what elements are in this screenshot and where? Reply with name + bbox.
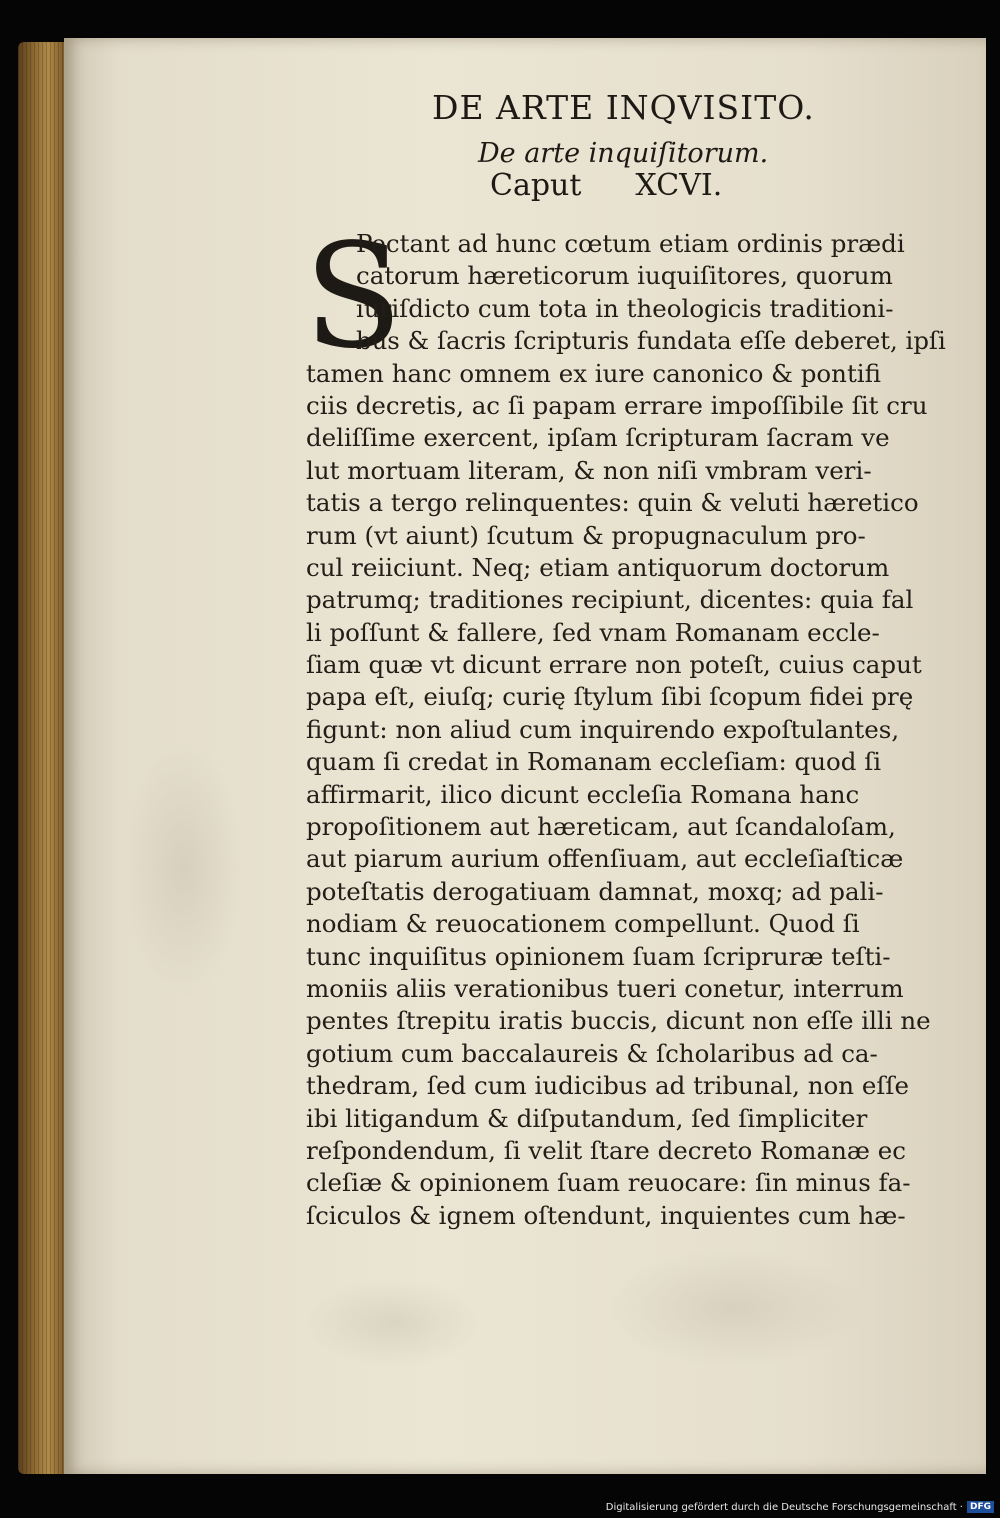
text-line: poteſtatis derogatiuam damnat, moxq; ad pali- bbox=[306, 876, 884, 906]
text-line: propoſitionem aut hæreticam, aut ſcandaloſam, bbox=[306, 812, 896, 842]
chapter-title: De arte inquiſitorum. bbox=[478, 138, 769, 169]
text-line: pentes ſtrepitu iratis buccis, dicunt non eſſe illi ne bbox=[306, 1006, 931, 1036]
chapter-heading bbox=[490, 168, 722, 203]
text-line: bus & ſacris ſcripturis fundata eſſe deberet, ipſi bbox=[356, 326, 946, 356]
chapter-number: XCVI. bbox=[635, 168, 723, 203]
text-line: tunc inquiſitus opinionem ſuam ſcripruræ teſti- bbox=[306, 941, 891, 971]
text-line: li poſſunt & fallere, ſed vnam Romanam eccle- bbox=[306, 617, 880, 647]
text-line: lut mortuam literam, & non niſi vmbram veri- bbox=[306, 455, 872, 485]
text-line: ibi litigandum & diſputandum, ſed ſimpliciter bbox=[306, 1103, 868, 1133]
footer-credit bbox=[606, 1500, 994, 1514]
text-line: iuriſdicto cum tota in theologicis traditioni- bbox=[356, 293, 894, 323]
text-line: deliſſime exercent, ipſam ſcripturam ſacram ve bbox=[306, 423, 890, 453]
text-line: affirmarit, ilico dicunt eccleſia Romana hanc bbox=[306, 779, 860, 809]
text-line: reſpondendum, ſi velit ſtare decreto Romanæ ec bbox=[306, 1135, 906, 1165]
body-text bbox=[306, 228, 946, 1232]
text-line: tatis a tergo relinquentes: quin & veluti hæretico bbox=[306, 488, 919, 518]
text-line: rum (vt aiunt) ſcutum & propugnaculum pro- bbox=[306, 520, 866, 550]
text-line: aut piarum aurium offenſiuam, aut eccleſiaſticæ bbox=[306, 844, 904, 874]
text-line: nodiam & reuocationem compellunt. Quod ſi bbox=[306, 909, 860, 939]
text-line: thedram, ſed cum iudicibus ad tribunal, non eſſe bbox=[306, 1071, 909, 1101]
drop-cap-initial: S bbox=[304, 212, 403, 380]
text-line: tamen hanc omnem ex iure canonico & pontifi bbox=[306, 358, 881, 388]
text-line: catorum hæreticorum iuquiſitores, quorum bbox=[356, 261, 893, 291]
dfg-logo-icon: DFG bbox=[967, 1501, 994, 1513]
text-line: moniis aliis verationibus tueri conetur, interrum bbox=[306, 973, 904, 1003]
chapter-label: Caput bbox=[490, 168, 582, 203]
text-line: cleſiæ & opinionem ſuam reuocare: ſin minus fa- bbox=[306, 1168, 911, 1198]
text-line: quam ſi credat in Romanam eccleſiam: quod ſi bbox=[306, 747, 882, 777]
running-head: DE ARTE INQVISITO. bbox=[432, 88, 815, 127]
text-line: papa eſt, eiuſq; curię ſtylum ſibi ſcopum fidei prę bbox=[306, 682, 914, 712]
text-line: figunt: non aliud cum inquirendo expoſtulantes, bbox=[306, 714, 900, 744]
text-line: patrumq; traditiones recipiunt, dicentes: quia fal bbox=[306, 585, 914, 615]
text-line: ſiam quæ vt dicunt errare non poteſt, cuius caput bbox=[306, 650, 922, 680]
text-line: Pectant ad hunc cœtum etiam ordinis prædi bbox=[356, 229, 905, 258]
text-line: gotium cum baccalaureis & ſcholaribus ad ca- bbox=[306, 1038, 878, 1068]
footer-text: Digitalisierung gefördert durch die Deutsche Forschungsgemeinschaft · bbox=[605, 1501, 963, 1513]
text-line: ciis decretis, ac ſi papam errare impoſſibile ſit cru bbox=[306, 390, 928, 420]
text-line: cul reiiciunt. Neq; etiam antiquorum doctorum bbox=[306, 552, 890, 582]
text-line: ſciculos & ignem oſtendunt, inquientes cum hæ- bbox=[306, 1200, 906, 1230]
